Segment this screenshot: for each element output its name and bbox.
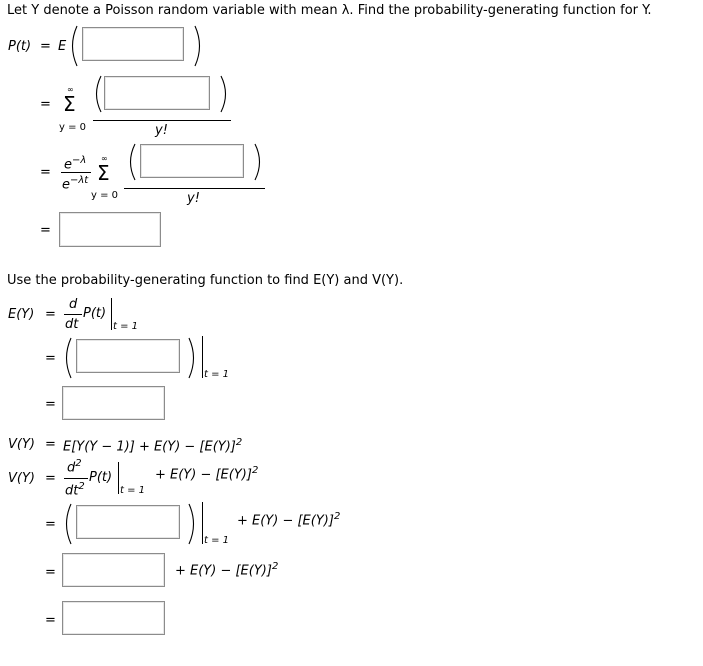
y-factorial: y!: [187, 191, 200, 206]
vy-lhs: V(Y): [8, 437, 35, 452]
left-paren: [66, 24, 80, 68]
left-paren: [124, 142, 138, 182]
fraction-bar: [64, 478, 88, 479]
equals-sign: =: [45, 397, 56, 412]
equals-sign: =: [40, 165, 51, 180]
equals-sign: =: [45, 351, 56, 366]
expectation-e: E: [58, 39, 67, 54]
exp-numerator: $e^{-\lambda}$: [64, 155, 87, 173]
equals-sign: =: [45, 565, 56, 580]
evaluation-bar: [118, 462, 119, 494]
evaluation-bar: [202, 336, 203, 378]
vy-final-input[interactable]: [62, 601, 165, 635]
left-paren: [60, 502, 74, 546]
derivative-d: d: [69, 297, 78, 312]
eval-at-t1: t = 1: [204, 369, 230, 380]
variance-remainder: + $E(Y) - [E(Y)]^2$: [237, 511, 341, 529]
sigma-symbol: Σ: [97, 161, 110, 185]
second-moment-input[interactable]: [62, 553, 165, 587]
pgf-expectation-input[interactable]: [82, 27, 184, 61]
right-paren: [186, 502, 200, 546]
exp-denominator: $e^{-\lambda t}$: [62, 175, 89, 193]
left-paren: [90, 74, 104, 114]
right-paren: [218, 74, 232, 114]
pgf-final-input[interactable]: [59, 212, 161, 247]
equals-sign: =: [40, 97, 51, 112]
sum-factored-input[interactable]: [140, 144, 244, 178]
variance-remainder: + $E(Y) - [E(Y)]^2$: [155, 465, 259, 483]
second-derivative-dt2: $dt^2$: [65, 481, 85, 499]
derivative-dt: dt: [65, 317, 79, 332]
second-derivative-input[interactable]: [76, 505, 180, 539]
fraction-bar: [64, 314, 82, 315]
eval-at-t1: t = 1: [113, 321, 139, 332]
equals-sign: =: [45, 437, 56, 452]
fraction-bar: [124, 188, 265, 189]
pgf-lhs: P(t): [8, 39, 32, 54]
right-paren: [186, 336, 200, 380]
ey-lhs: E(Y): [8, 307, 35, 322]
vy-lhs: V(Y): [8, 471, 35, 486]
equals-sign: =: [40, 223, 51, 238]
second-derivative-d2: $d^2$: [67, 458, 82, 476]
right-paren: [252, 142, 266, 182]
equals-sign: =: [45, 613, 56, 628]
variance-remainder: + $E(Y) - [E(Y)]^2$: [175, 561, 279, 579]
derivative-input[interactable]: [76, 339, 180, 373]
sum-numerator-input[interactable]: [104, 76, 210, 110]
sigma-symbol: Σ: [63, 92, 76, 116]
question-1-prompt: Let Y denote a Poisson random variable with mean λ. Find the probability-generating function for Y.: [7, 3, 652, 18]
sum-upper-limit: ∞: [67, 85, 74, 94]
ey-final-input[interactable]: [62, 386, 165, 420]
equals-sign: =: [45, 307, 56, 322]
pgf-term: P(t): [89, 470, 113, 485]
eval-at-t1: t = 1: [120, 485, 146, 496]
pgf-term: P(t): [83, 306, 107, 321]
fraction-bar: [61, 172, 91, 173]
evaluation-bar: [202, 502, 203, 544]
evaluation-bar: [111, 298, 112, 330]
sum-lower-limit: y = 0: [59, 122, 87, 133]
eval-at-t1: t = 1: [204, 535, 230, 546]
fraction-bar: [93, 120, 231, 121]
equals-sign: =: [45, 517, 56, 532]
sum-lower-limit: y = 0: [91, 190, 119, 201]
right-paren: [192, 24, 206, 68]
variance-identity: $E[Y(Y - 1)] + E(Y) - [E(Y)]^2$: [63, 437, 243, 455]
question-2-prompt: Use the probability-generating function to find E(Y) and V(Y).: [7, 273, 404, 288]
sum-upper-limit: ∞: [101, 154, 108, 163]
left-paren: [60, 336, 74, 380]
equals-sign: =: [40, 39, 51, 54]
equals-sign: =: [45, 471, 56, 486]
y-factorial: y!: [155, 123, 168, 138]
